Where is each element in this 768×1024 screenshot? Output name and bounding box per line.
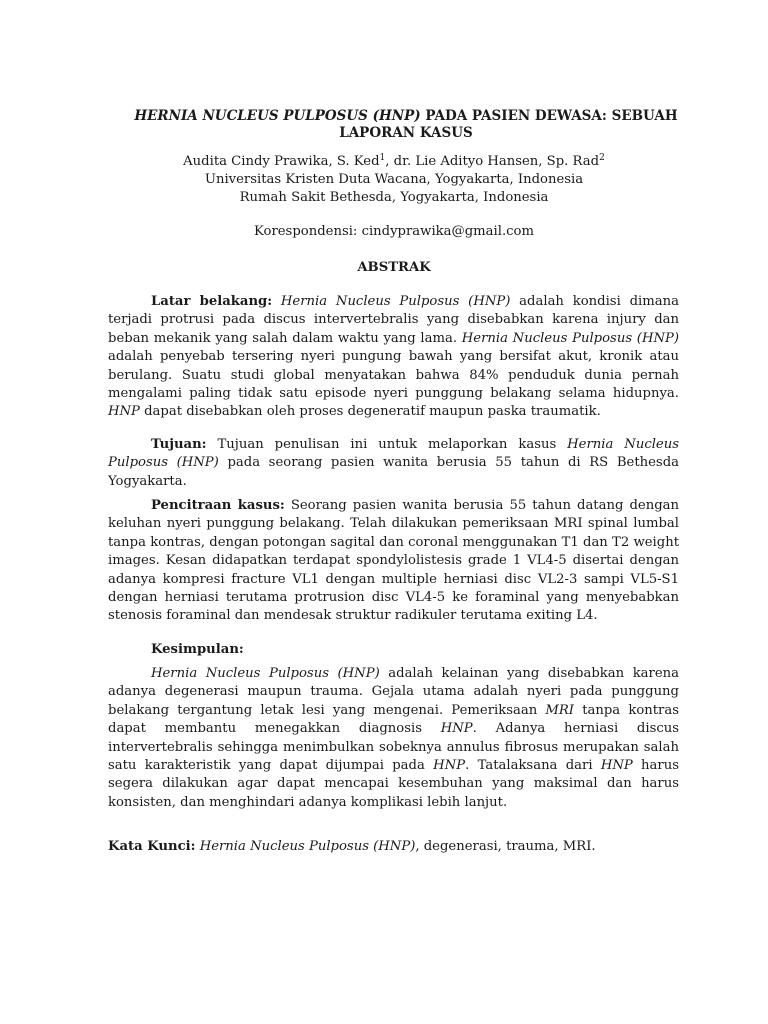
background-text-3: adalah penyebab tersering nyeri pungung bawah yang bersifat akut, kronik atau berulang. Suatu studi global menyatakan bahwa 84% penduduk dunia pernah mengalami paling tidak satu episode nyeri punggung belakang selama hidupnya. — [108, 349, 679, 402]
affiliation-1: Universitas Kristen Duta Wacana, Yogyakarta, Indonesia — [204, 172, 584, 187]
objective-text-1: Tujuan penulisan ini untuk melaporkan kasus — [206, 437, 568, 452]
conclusion-text-4: . Tatalaksana dari — [465, 758, 601, 774]
conclusion-term-5: HNP — [600, 758, 633, 774]
background-paragraph — [108, 293, 679, 422]
conclusion-text-3: . Adanya herniasi discus intervertebralis sehingga menimbulkan sobeknya annulus fibrosus merupakan salah satu karakteristik yang dapat dijumpai pada — [108, 721, 680, 774]
case-label: Pencitraan kasus: — [151, 498, 285, 513]
case-paragraph — [108, 497, 679, 626]
case-text: Seorang pasien wanita berusia 55 tahun datang dengan keluhan nyeri punggung belakang. Telah dilakukan pemeriksaan MRI spinal lumbal tanpa kontras, dengan potongan sagital dan coronal menggunakan T1 dan T2 weight images. Kesan didapatkan terdapat spondylolistesis grade 1 VL4-5 disertai dengan adanya kompresi fracture VL1 dengan multiple herniasi disc VL2-3 sampi VL5-S1 dengan herniasi terutama protrusion disc VL4-5 ke foraminal yang menyebabkan stenosis foraminal dan mendesak struktur radikuler terutama exiting L4. — [108, 498, 679, 624]
conclusion-text-5: harus segera dilakukan agar dapat mencapai kesembuhan yang maksimal dan harus konsisten, dan menghindari adanya komplikasi lebih lanjut. — [108, 758, 679, 810]
keywords-line — [108, 838, 708, 856]
conclusion-term-4: HNP — [433, 758, 466, 774]
background-term-3: HNP — [108, 404, 140, 420]
background-term-2: Hernia Nucleus Pulposus (HNP) — [461, 330, 680, 346]
objective-text-2: pada seorang pasien wanita berusia 55 tahun di RS Bethesda Yogyakarta. — [108, 455, 679, 489]
conclusion-label-line — [108, 641, 679, 659]
conclusion-paragraph — [108, 665, 679, 812]
conclusion-label: Kesimpulan: — [151, 642, 244, 657]
conclusion-text-2: tanpa kontras dapat membantu menegakkan diagnosis — [108, 702, 679, 737]
keywords-term-1: Hernia Nucleus Pulposus (HNP) — [199, 839, 416, 854]
objective-term-1: Hernia Nucleus Pulposus (HNP) — [108, 437, 679, 471]
title-italic: HERNIA NUCLEUS PULPOSUS (HNP) — [134, 108, 421, 124]
keywords-label: Kata Kunci: — [108, 839, 196, 854]
background-text-1 — [272, 294, 281, 309]
conclusion-term-2: MRI — [545, 702, 575, 718]
conclusion-term-1: Hernia Nucleus Pulposus (HNP) — [151, 666, 380, 681]
title-rest: PADA PASIEN DEWASA: SEBUAH LAPORAN KASUS — [339, 108, 678, 141]
keywords-text-2: , degenerasi, trauma, MRI. — [415, 839, 596, 854]
objective-label: Tujuan: — [151, 437, 207, 452]
objective-paragraph — [108, 436, 679, 491]
paper-title — [100, 108, 712, 142]
conclusion-term-3: HNP — [440, 721, 473, 737]
correspondence: Korespondensi: cindyprawika@gmail.com — [254, 224, 534, 239]
author-2-affil: 2 — [599, 153, 605, 163]
authors-line — [0, 153, 768, 171]
background-text-4: dapat disebabkan oleh proses degeneratif maupun paska traumatik. — [139, 404, 601, 420]
background-term-1: Hernia Nucleus Pulposus (HNP) — [280, 294, 511, 309]
conclusion-text-1: adalah kelainan yang disebabkan karena adanya degenerasi maupun trauma. Gejala utama adalah nyeri pada punggung belakang tergantung letak lesi yang mengenai. Pemeriksaan — [108, 666, 680, 718]
affiliation-2: Rumah Sakit Bethesda, Yogyakarta, Indonesia — [239, 190, 549, 205]
author-1-affil: 1 — [379, 153, 386, 163]
author-1: Audita Cindy Prawika, S. Ked — [183, 154, 380, 169]
abstract-heading: ABSTRAK — [357, 260, 431, 275]
author-2: , dr. Lie Adityo Hansen, Sp. Rad — [385, 154, 600, 169]
background-text-2: adalah kondisi dimana terjadi protrusi pada discus intervertebralis yang disebabkan karena injury dan beban mekanik yang salah dalam waktu yang lama. — [108, 294, 679, 346]
background-label: Latar belakang: — [151, 294, 273, 309]
